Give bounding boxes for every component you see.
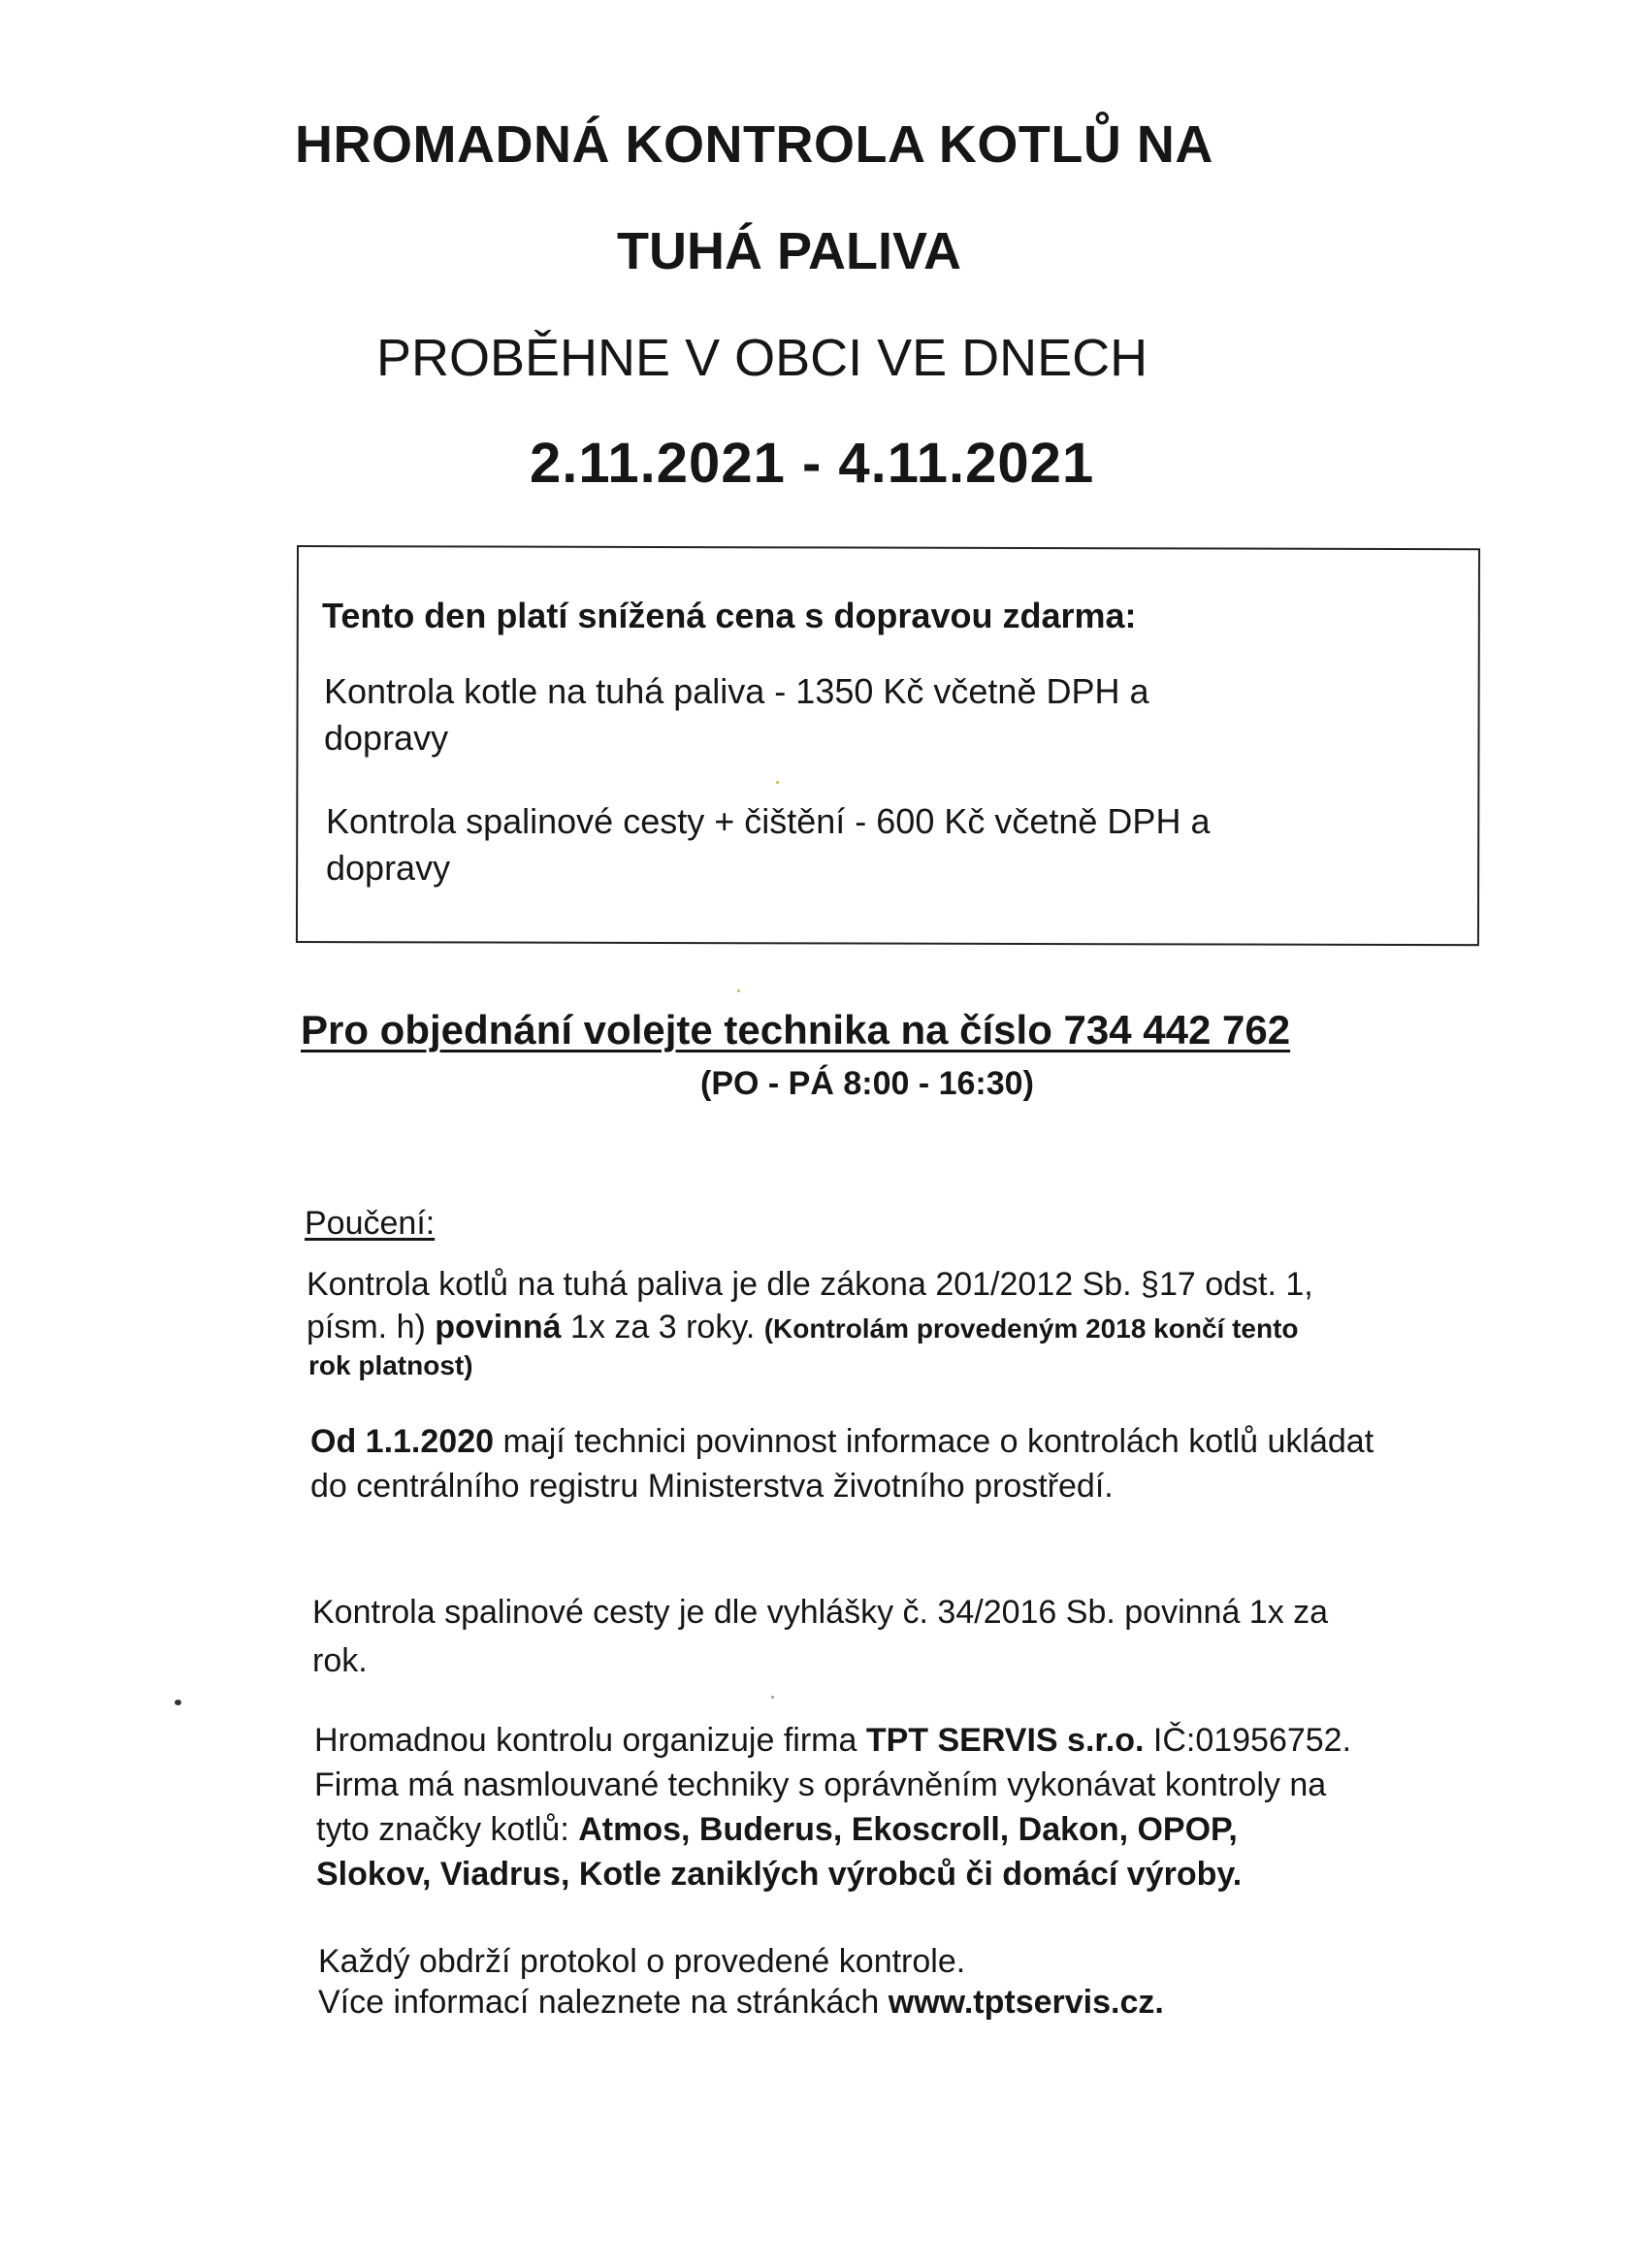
instructions-p4-line-3 — [316, 1808, 1238, 1851]
instructions-p1-line-1: Kontrola kotlů na tuhá paliva je dle zákona 201/2012 Sb. §17 odst. 1, — [307, 1266, 1313, 1303]
instructions-p3-line-2: rok. — [312, 1642, 368, 1679]
price-item-boiler-line-2: dopravy — [324, 718, 449, 758]
title-line-2: TUHÁ PALIVA — [617, 222, 961, 280]
website-link[interactable]: www.tptservis.cz. — [888, 1984, 1164, 2021]
scan-speck — [737, 989, 740, 992]
p1-mandatory: povinná — [435, 1309, 562, 1345]
scan-speck — [776, 781, 779, 784]
p1-text: písm. h) — [307, 1309, 436, 1345]
order-phone-line: Pro objednání volejte technika na číslo 734 442 762 — [301, 1007, 1291, 1053]
instructions-p4-line-2: Firma má nasmlouvané techniky s oprávněním vykonávat kontroly na — [314, 1766, 1327, 1803]
office-hours: (PO - PÁ 8:00 - 16:30) — [700, 1065, 1034, 1102]
p5-text: Více informací naleznete na stránkách — [318, 1984, 889, 2021]
p1-frequency: 1x za 3 roky. — [561, 1309, 764, 1345]
instructions-p4-line-4: Slokov, Viadrus, Kotle zaniklých výrobců či domácí výroby. — [316, 1856, 1243, 1893]
price-item-flue-line-2: dopravy — [326, 848, 451, 888]
price-item-flue-line-1: Kontrola spalinové cesty + čištění - 600 Kč včetně DPH a — [326, 801, 1211, 841]
instructions-p2-line-1 — [310, 1420, 1374, 1463]
price-item-boiler-line-1: Kontrola kotle na tuhá paliva - 1350 Kč včetně DPH a — [324, 671, 1149, 711]
company-name: TPT SERVIS s.r.o. — [865, 1722, 1145, 1759]
company-id: IČ:01956752. — [1144, 1722, 1352, 1759]
p4-brands-intro: tyto značky kotlů: — [316, 1811, 579, 1848]
instructions-heading: Poučení: — [305, 1205, 436, 1242]
p4-brands: Atmos, Buderus, Ekoscroll, Dakon, OPOP, — [578, 1811, 1238, 1848]
instructions-p4-line-1 — [314, 1719, 1351, 1762]
scan-speck — [175, 1700, 181, 1705]
subtitle: PROBĚHNE V OBCI VE DNECH — [376, 329, 1148, 387]
instructions-p1-line-2 — [307, 1306, 1299, 1350]
instructions-p5-line-2 — [318, 1981, 1164, 2024]
p1-validity-note: (Kontrolám provedeným 2018 končí tento — [763, 1313, 1299, 1344]
instructions-p3-line-1: Kontrola spalinové cesty je dle vyhlášky č. 34/2016 Sb. povinná 1x za — [312, 1594, 1329, 1631]
price-box-heading: Tento den platí snížená cena s dopravou zdarma: — [322, 596, 1137, 635]
date-range: 2.11.2021 - 4.11.2021 — [530, 432, 1095, 495]
title-line-1: HROMADNÁ KONTROLA KOTLŮ NA — [295, 115, 1213, 174]
instructions-p1-line-3: rok platnost) — [308, 1350, 473, 1380]
scan-speck — [771, 1696, 774, 1699]
instructions-p5-line-1: Každý obdrží protokol o provedené kontrole. — [318, 1943, 966, 1980]
p4-text: Hromadnou kontrolu organizuje firma — [314, 1722, 866, 1759]
p2-text: mají technici povinnost informace o kontrolách kotlů ukládat — [494, 1423, 1374, 1460]
p2-date: Od 1.1.2020 — [310, 1423, 495, 1460]
instructions-p2-line-2: do centrálního registru Ministerstva životního prostředí. — [310, 1468, 1114, 1505]
